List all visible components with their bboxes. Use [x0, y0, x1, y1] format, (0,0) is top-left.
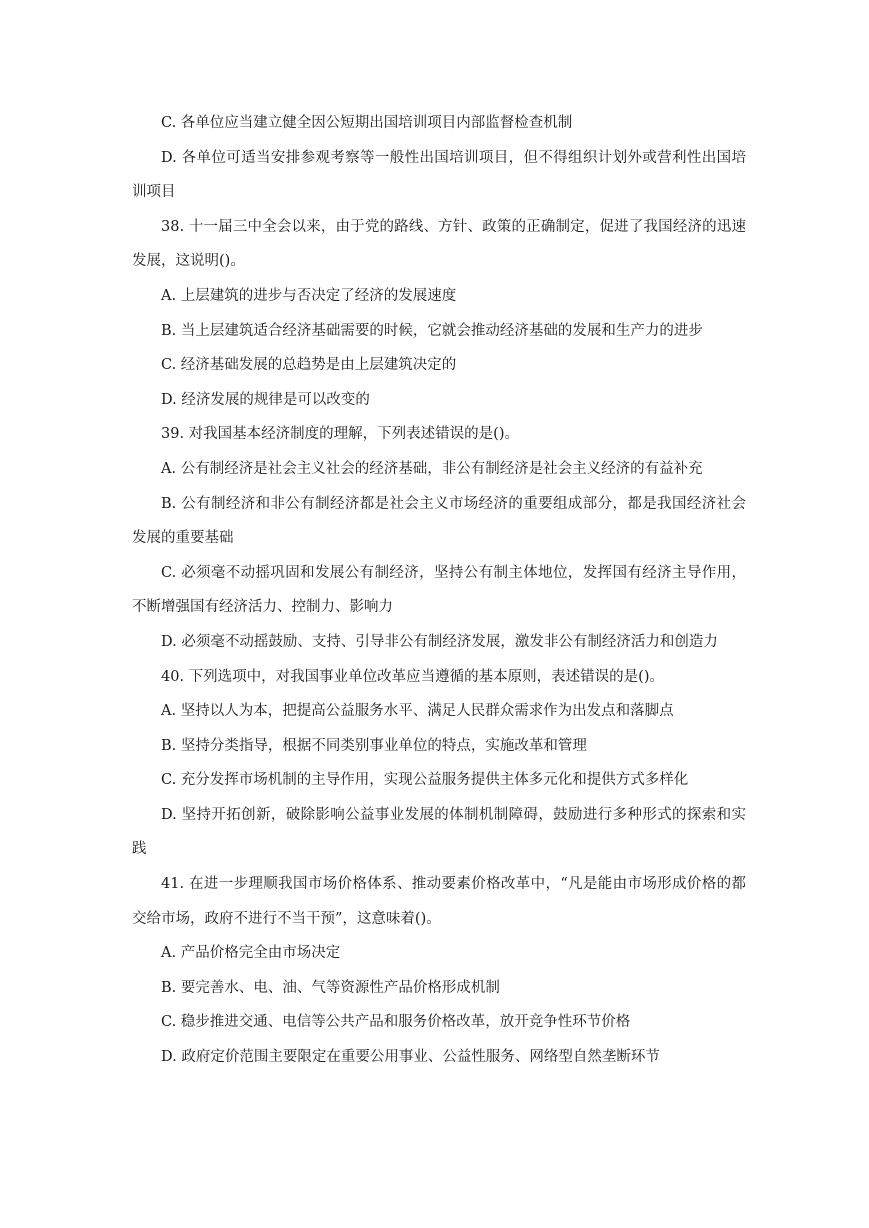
option-38-a: A. 上层建筑的进步与否决定了经济的发展速度: [161, 287, 457, 304]
option-41-c: C. 稳步推进交通、电信等公共产品和服务价格改革，放开竞争性环节价格: [161, 1014, 631, 1031]
option-41-b: B. 要完善水、电、油、气等资源性产品价格形成机制: [161, 979, 500, 996]
question-38: 38. 十一届三中全会以来，由于党的路线、方针、政策的正确制定，促进了我国经济的迅速发展，这说明()。: [132, 218, 746, 270]
option-40-d: D. 坚持开拓创新，破除影响公益事业发展的体制机制障碍，鼓励进行多种形式的探索和实践: [132, 806, 746, 858]
option-39-d: D. 必须毫不动摇鼓励、支持、引导非公有制经济发展，激发非公有制经济活力和创造力: [161, 633, 718, 650]
option-39-a: A. 公有制经济是社会主义社会的经济基础，非公有制经济是社会主义经济的有益补充: [161, 460, 703, 477]
option-37-d: D. 各单位可适当安排参观考察等一般性出国培训项目，但不得组织计划外或营利性出国培训项目: [132, 149, 746, 201]
option-40-a: A. 坚持以人为本，把提高公益服务水平、满足人民群众需求作为出发点和落脚点: [161, 703, 674, 720]
option-38-c: C. 经济基础发展的总趋势是由上层建筑决定的: [161, 357, 457, 374]
question-39: 39. 对我国基本经济制度的理解，下列表述错误的是()。: [161, 426, 519, 443]
option-39-b: B. 公有制经济和非公有制经济都是社会主义市场经济的重要组成部分，都是我国经济社会发展的重要基础: [132, 495, 746, 547]
option-38-b: B. 当上层建筑适合经济基础需要的时候，它就会推动经济基础的发展和生产力的进步: [161, 322, 703, 339]
option-41-a: A. 产品价格完全由市场决定: [161, 945, 341, 962]
option-40-b: B. 坚持分类指导，根据不同类别事业单位的特点，实施改革和管理: [161, 737, 587, 754]
option-37-c: C. 各单位应当建立健全因公短期出国培训项目内部监督检查机制: [161, 115, 573, 131]
option-41-d: D. 政府定价范围主要限定在重要公用事业、公益性服务、网络型自然垄断环节: [161, 1049, 660, 1066]
option-38-d: D. 经济发展的规律是可以改变的: [161, 391, 370, 408]
question-40: 40. 下列选项中，对我国事业单位改革应当遵循的基本原则，表述错误的是()。: [161, 668, 664, 685]
question-41: 41. 在进一步理顺我国市场价格体系、推动要素价格改革中，“凡是能由市场形成价格的都交给市场，政府不进行不当干预”，这意味着()。: [132, 876, 746, 927]
option-39-c: C. 必须毫不动摇巩固和发展公有制经济，坚持公有制主体地位，发挥国有经济主导作用，不断增强国有经济活力、控制力、影响力: [132, 564, 746, 616]
option-40-c: C. 充分发挥市场机制的主导作用，实现公益服务提供主体多元化和提供方式多样化: [161, 772, 689, 789]
document-body: [132, 106, 746, 1075]
